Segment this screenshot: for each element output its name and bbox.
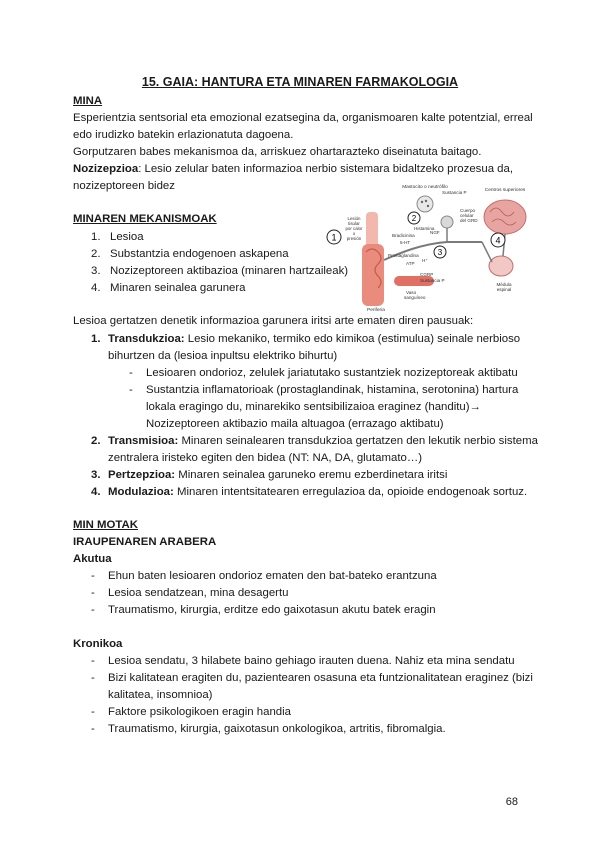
nozizepzioa-term: Nozizepzioa [73, 163, 139, 175]
step-text: Lesio mekaniko, termiko edo kimikoa (estimulua) seinale nerbioso [184, 333, 521, 345]
mast-cell [417, 196, 433, 212]
drg-cell-body [441, 216, 453, 228]
label-vaso: Vaso [406, 290, 417, 295]
brain [484, 200, 526, 234]
step-term: Transdukzioa: [108, 333, 185, 345]
label-ngf: NGF [430, 230, 440, 235]
list-item: Nozizeptoreen aktibazioa (minaren hartzaileak) [110, 265, 349, 277]
tissue-block [362, 244, 384, 306]
list-item-line1: Bizi kalitatean eragiten du, pazientearen osasuna eta funtzionalitatean eraginez (bizi [108, 672, 533, 684]
label-cuerpo: celular [460, 213, 474, 218]
list-item-number: 2. [91, 248, 101, 260]
step-transdukzioa-line2: bihurtzen da (lesioa inpultsu elektriko bihurtu) [108, 350, 338, 362]
label-cgrp: CGRP [420, 272, 434, 277]
step-pertzepzioa [108, 467, 447, 483]
mekanismoak-heading: MINAREN MEKANISMOAK [73, 213, 217, 225]
label-prostaglandina: Prostaglandina [388, 253, 419, 258]
bullet-dash: - [129, 384, 133, 396]
nozizepzioa-line2: nozizeptoreen bidez [73, 180, 175, 192]
label-mastocito: Mastocito o neutrófilo [402, 185, 448, 190]
list-item: Traumatismo, kirurgia, erditze edo gaixotasun akutu batek eragin [108, 604, 436, 616]
step-number: 4. [91, 486, 101, 498]
iraupenaren-subheading: IRAUPENAREN ARABERA [73, 536, 217, 548]
bullet-dash: - [129, 367, 133, 379]
list-item: Substantzia endogenoen askapena [110, 248, 289, 260]
label-lesion: Lesión [347, 216, 361, 221]
label-vaso: sanguíneo [404, 295, 426, 300]
list-item: Lesioa sendatzean, mina desagertu [108, 587, 289, 599]
mina-protection-text: Gorputzaren babes mekanismoa da, arriskuez ohartarazteko diseinatuta baitago. [73, 146, 482, 158]
list-item: Faktore psikologikoen eragin handia [108, 706, 292, 718]
label-bradicinina: Bradicinina [392, 233, 415, 238]
step-number-1: 1 [331, 232, 337, 243]
bullet-dash: - [91, 604, 95, 616]
step-transmisioa-line1 [108, 433, 538, 449]
list-item: Traumatismo, kirurgia, gaixotasun onkologikoa, artritis, fibromalgia. [108, 723, 446, 735]
step-text: Minaren seinalearen transdukzioa gertatzen den lekutik nerbio sistema [178, 435, 538, 447]
label-sustancia-p: Sustancia P [442, 190, 467, 195]
label-lesion: o [352, 231, 356, 236]
step-transmisioa-line2: zentralera iristeko egiten den bidea (NT: NA, DA, glutamato…) [108, 452, 423, 464]
label-5ht: 5-HT [400, 240, 411, 245]
kronikoa-label: Kronikoa [73, 638, 123, 650]
bullet-dash: - [91, 723, 95, 735]
step-term: Transmisioa: [108, 435, 179, 447]
label-periferia: Periferia [367, 308, 385, 313]
step-number: 3. [91, 469, 101, 481]
step-text: Minaren intentsitatearen erregulazioa da, opioide endogenoak sortuz. [173, 486, 528, 498]
mina-definition-line1: Esperientzia sentsorial eta emozional ezatsegina da, organismoaren kalte potentzial, erreal [73, 112, 533, 124]
bullet-dash: - [91, 655, 95, 667]
label-lesion: por calor [345, 226, 363, 231]
mina-definition-line2: edo irudizko batekin erlazionatuta dagoena. [73, 129, 294, 141]
sub-item-line3: Nozizeptoreen aktibazio maila altuagoa (errazago aktibatu) [146, 418, 444, 430]
bullet-dash: - [91, 672, 95, 684]
label-histamina: Histamina [414, 226, 435, 231]
label-sustancia-p: Sustancia P [420, 278, 445, 283]
label-medula: espinal [496, 287, 512, 292]
page-number: 68 [505, 796, 518, 808]
spinal-cord [489, 256, 513, 276]
step-transdukzioa-line1 [108, 331, 520, 347]
sub-item: Lesioaren ondorioz, zelulek jariatutako sustantziek nozizeptoreak aktibatu [146, 367, 518, 379]
step-term: Modulazioa: [108, 486, 174, 498]
list-item: Lesioa sendatu, 3 hilabete baino gehiago irauten duena. Nahiz eta mina sendatu [108, 655, 515, 667]
label-atp: ATP [406, 261, 415, 266]
min-motak-heading: MIN MOTAK [73, 519, 138, 531]
list-item-line2: kalitatea, insomnioa) [108, 689, 213, 701]
bullet-dash: - [91, 587, 95, 599]
label-centros: Centros superiores [484, 188, 526, 193]
step-term: Pertzepzioa: [108, 469, 176, 481]
nozizepzioa-text: : Lesio zelular baten informazioa nerbio sistemara bidaltzeko prozesua da, [138, 163, 514, 175]
list-item-number: 4. [91, 282, 101, 294]
label-medula: Médula [496, 282, 512, 287]
step-text: Minaren seinalea garuneko eremu ezberdinetara iritsi [175, 469, 448, 481]
pausuak-intro: Lesioa gertatzen denetik informazioa garunera iritsi arte ematen diren pausuak: [73, 315, 474, 327]
step-number-4: 4 [495, 235, 501, 246]
list-item-number: 1. [91, 231, 101, 243]
akutua-label: Akutua [73, 553, 112, 565]
label-lesion: tisular [348, 221, 360, 226]
list-item: Lesioa [110, 231, 144, 243]
mina-heading: MINA [73, 95, 103, 107]
list-item: Minaren seinalea garunera [110, 282, 246, 294]
pain-pathway-figure [322, 182, 528, 314]
step-number: 1. [91, 333, 101, 345]
label-hplus: H⁺ [422, 258, 428, 263]
step-number: 2. [91, 435, 101, 447]
label-cuerpo: Cuerpo [460, 208, 476, 213]
bullet-dash: - [91, 706, 95, 718]
nozizepzioa-line1 [73, 161, 513, 177]
sub-item-line2: lokala eragingo du, minarekiko sentsibilizaioa eraginez (handitu)→ [146, 401, 481, 413]
label-cuerpo: del GRD [460, 218, 478, 223]
bullet-dash: - [91, 570, 95, 582]
step-number-3: 3 [437, 248, 443, 257]
step-number-2: 2 [411, 214, 417, 223]
label-lesion: presión [346, 236, 362, 241]
page-title: 15. GAIA: HANTURA ETA MINAREN FARMAKOLOGIA [141, 75, 459, 89]
list-item: Ehun baten lesioaren ondorioz ematen den bat-bateko erantzuna [108, 570, 437, 582]
list-item-number: 3. [91, 265, 101, 277]
step-modulazioa [108, 484, 527, 500]
sub-item-line1: Sustantzia inflamatorioak (prostaglandinak, histamina, serotonina) hartura [146, 384, 519, 396]
